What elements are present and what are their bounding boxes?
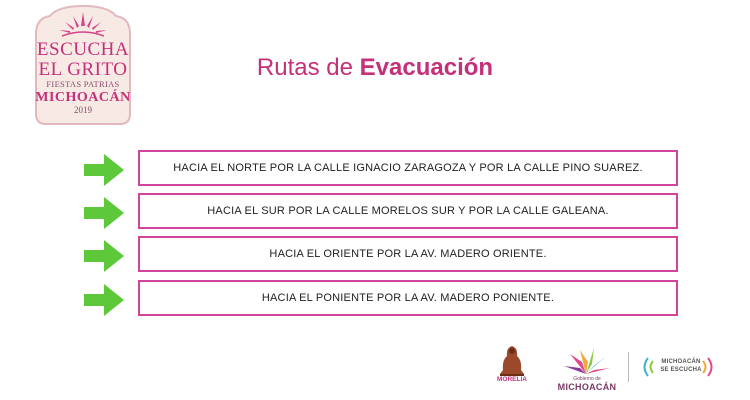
route-box-south: HACIA EL SUR POR LA CALLE MORELOS SUR Y POR LA CALLE GALEANA. [138,193,678,229]
arrow-right-icon [84,240,124,272]
route-row-south [0,193,750,233]
badge-year: 2019 [74,105,92,115]
arrow-right-icon [84,284,124,316]
route-row-east [0,236,750,276]
page-title [0,54,750,82]
route-box-north: HACIA EL NORTE POR LA CALLE IGNACIO ZARAGOZA Y POR LA CALLE PINO SUAREZ. [138,150,678,186]
badge-line-3: FIESTAS PATRIAS [46,79,120,89]
route-box-west: HACIA EL PONIENTE POR LA AV. MADERO PONIENTE. [138,280,678,316]
escucha-line-1: MICHOACÁN [661,359,701,365]
arrow-right-icon [84,154,124,186]
route-row-west [0,280,750,320]
badge-line-1: ESCUCHA [36,39,130,60]
gobierno-label: Gobierno de [573,376,601,382]
badge-line-2: EL GRITO [38,59,128,80]
badge-line-4: MICHOACÁN [35,90,131,105]
footer-divider [628,352,629,382]
title-prefix: Rutas de [256,54,360,81]
route-box-east: HACIA EL ORIENTE POR LA AV. MADERO ORIENTE. [138,236,678,272]
arrow-right-icon [84,197,124,229]
title-emphasis: Evacuación [359,54,494,81]
morelia-label: MORELIA [497,376,527,383]
route-row-north [0,150,750,190]
michoacan-label: MICHOACÁN [557,382,617,392]
michoacan-flower-logo [560,348,612,378]
escucha-line-2: SE ESCUCHA [660,367,702,373]
